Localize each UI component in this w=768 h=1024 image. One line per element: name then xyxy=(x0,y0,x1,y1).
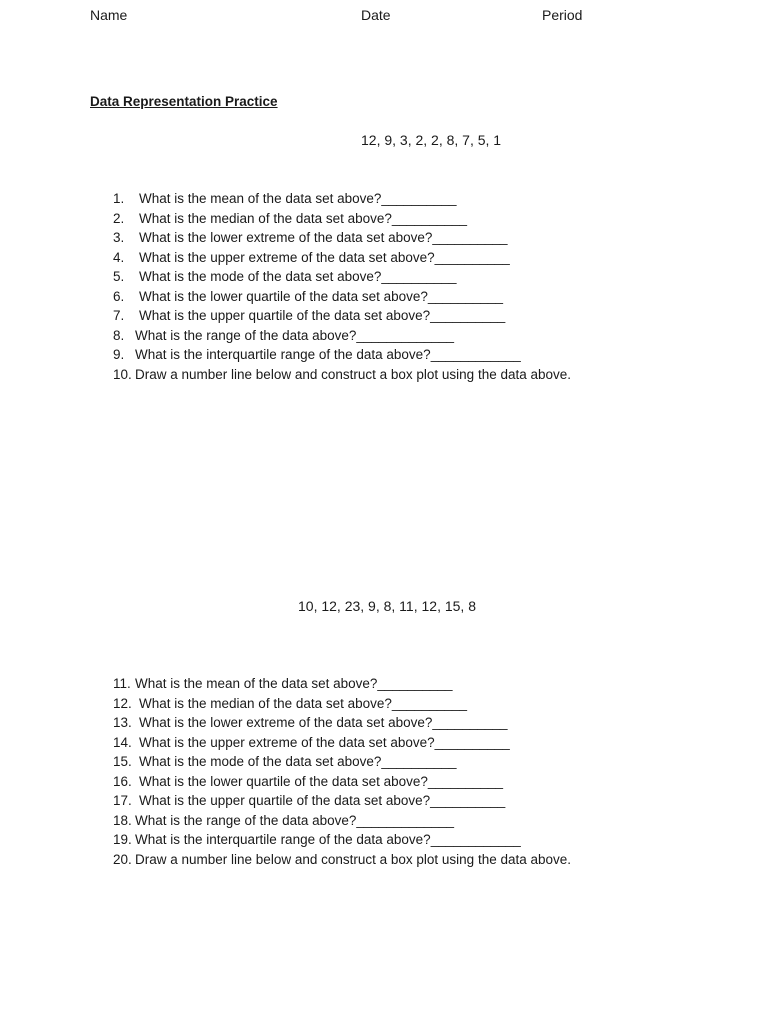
question-text: Draw a number line below and construct a box plot using the data above. xyxy=(135,851,572,867)
question-text: What is the mean of the data set above?__________ xyxy=(135,676,453,691)
question-text: What is the range of the data above?_____________ xyxy=(135,327,455,343)
question-text: What is the upper quartile of the data set above?__________ xyxy=(139,308,506,323)
question-number: 4. xyxy=(113,249,125,265)
question-number: 10. xyxy=(113,366,132,382)
question-item xyxy=(113,287,571,307)
question-number: 13. xyxy=(113,715,132,730)
document-title: Data Representation Practice xyxy=(90,94,278,109)
question-item xyxy=(113,365,571,385)
question-item xyxy=(113,674,571,694)
question-number: 20. xyxy=(113,851,132,867)
question-text: What is the lower extreme of the data set above?__________ xyxy=(139,715,508,730)
question-text: What is the upper quartile of the data set above?__________ xyxy=(139,793,506,808)
question-item xyxy=(113,228,571,248)
question-number: 3. xyxy=(113,230,125,245)
question-item xyxy=(113,713,571,733)
question-item xyxy=(113,772,571,792)
question-text: What is the lower quartile of the data set above?__________ xyxy=(139,773,503,789)
data-set-2: 10, 12, 23, 9, 8, 11, 12, 15, 8 xyxy=(298,598,476,614)
question-text: What is the median of the data set above?__________ xyxy=(139,695,467,711)
question-number: 14. xyxy=(113,734,132,750)
question-number: 15. xyxy=(113,754,132,769)
question-number: 12. xyxy=(113,695,132,711)
question-item xyxy=(113,791,571,811)
question-item xyxy=(113,811,571,831)
question-item xyxy=(113,267,571,287)
question-number: 7. xyxy=(113,308,125,323)
question-text: What is the lower extreme of the data set above?__________ xyxy=(139,230,508,245)
name-label: Name xyxy=(90,7,128,23)
question-text: What is the median of the data set above?__________ xyxy=(139,210,467,226)
question-number: 17. xyxy=(113,793,132,808)
question-list-1 xyxy=(113,189,571,384)
question-number: 11. xyxy=(113,676,131,691)
question-item xyxy=(113,850,571,870)
question-number: 16. xyxy=(113,773,132,789)
question-number: 8. xyxy=(113,327,125,343)
question-item xyxy=(113,209,571,229)
question-number: 5. xyxy=(113,269,125,284)
question-text: What is the upper extreme of the data set above?__________ xyxy=(139,249,510,265)
question-text: What is the range of the data above?_____________ xyxy=(135,812,455,828)
question-list-2 xyxy=(113,674,571,869)
question-item xyxy=(113,248,571,268)
question-text: Draw a number line below and construct a box plot using the data above. xyxy=(135,366,572,382)
period-label: Period xyxy=(542,7,583,23)
question-text: What is the mode of the data set above?__________ xyxy=(139,754,457,769)
question-text: What is the upper extreme of the data set above?__________ xyxy=(139,734,510,750)
question-item xyxy=(113,733,571,753)
question-item xyxy=(113,345,571,365)
question-item xyxy=(113,752,571,772)
question-text: What is the lower quartile of the data set above?__________ xyxy=(139,288,503,304)
question-number: 6. xyxy=(113,288,125,304)
date-label: Date xyxy=(361,7,391,23)
question-number: 2. xyxy=(113,210,125,226)
question-text: What is the interquartile range of the data above?____________ xyxy=(135,832,521,847)
question-item xyxy=(113,189,571,209)
question-text: What is the mode of the data set above?__________ xyxy=(139,269,457,284)
question-number: 19. xyxy=(113,832,132,847)
question-item xyxy=(113,830,571,850)
question-item xyxy=(113,326,571,346)
question-item xyxy=(113,306,571,326)
question-text: What is the mean of the data set above?__________ xyxy=(139,191,457,206)
question-number: 9. xyxy=(113,347,125,362)
question-number: 18. xyxy=(113,812,132,828)
question-number: 1. xyxy=(113,191,125,206)
question-item xyxy=(113,694,571,714)
data-set-1: 12, 9, 3, 2, 2, 8, 7, 5, 1 xyxy=(361,132,502,148)
question-text: What is the interquartile range of the data above?____________ xyxy=(135,347,521,362)
